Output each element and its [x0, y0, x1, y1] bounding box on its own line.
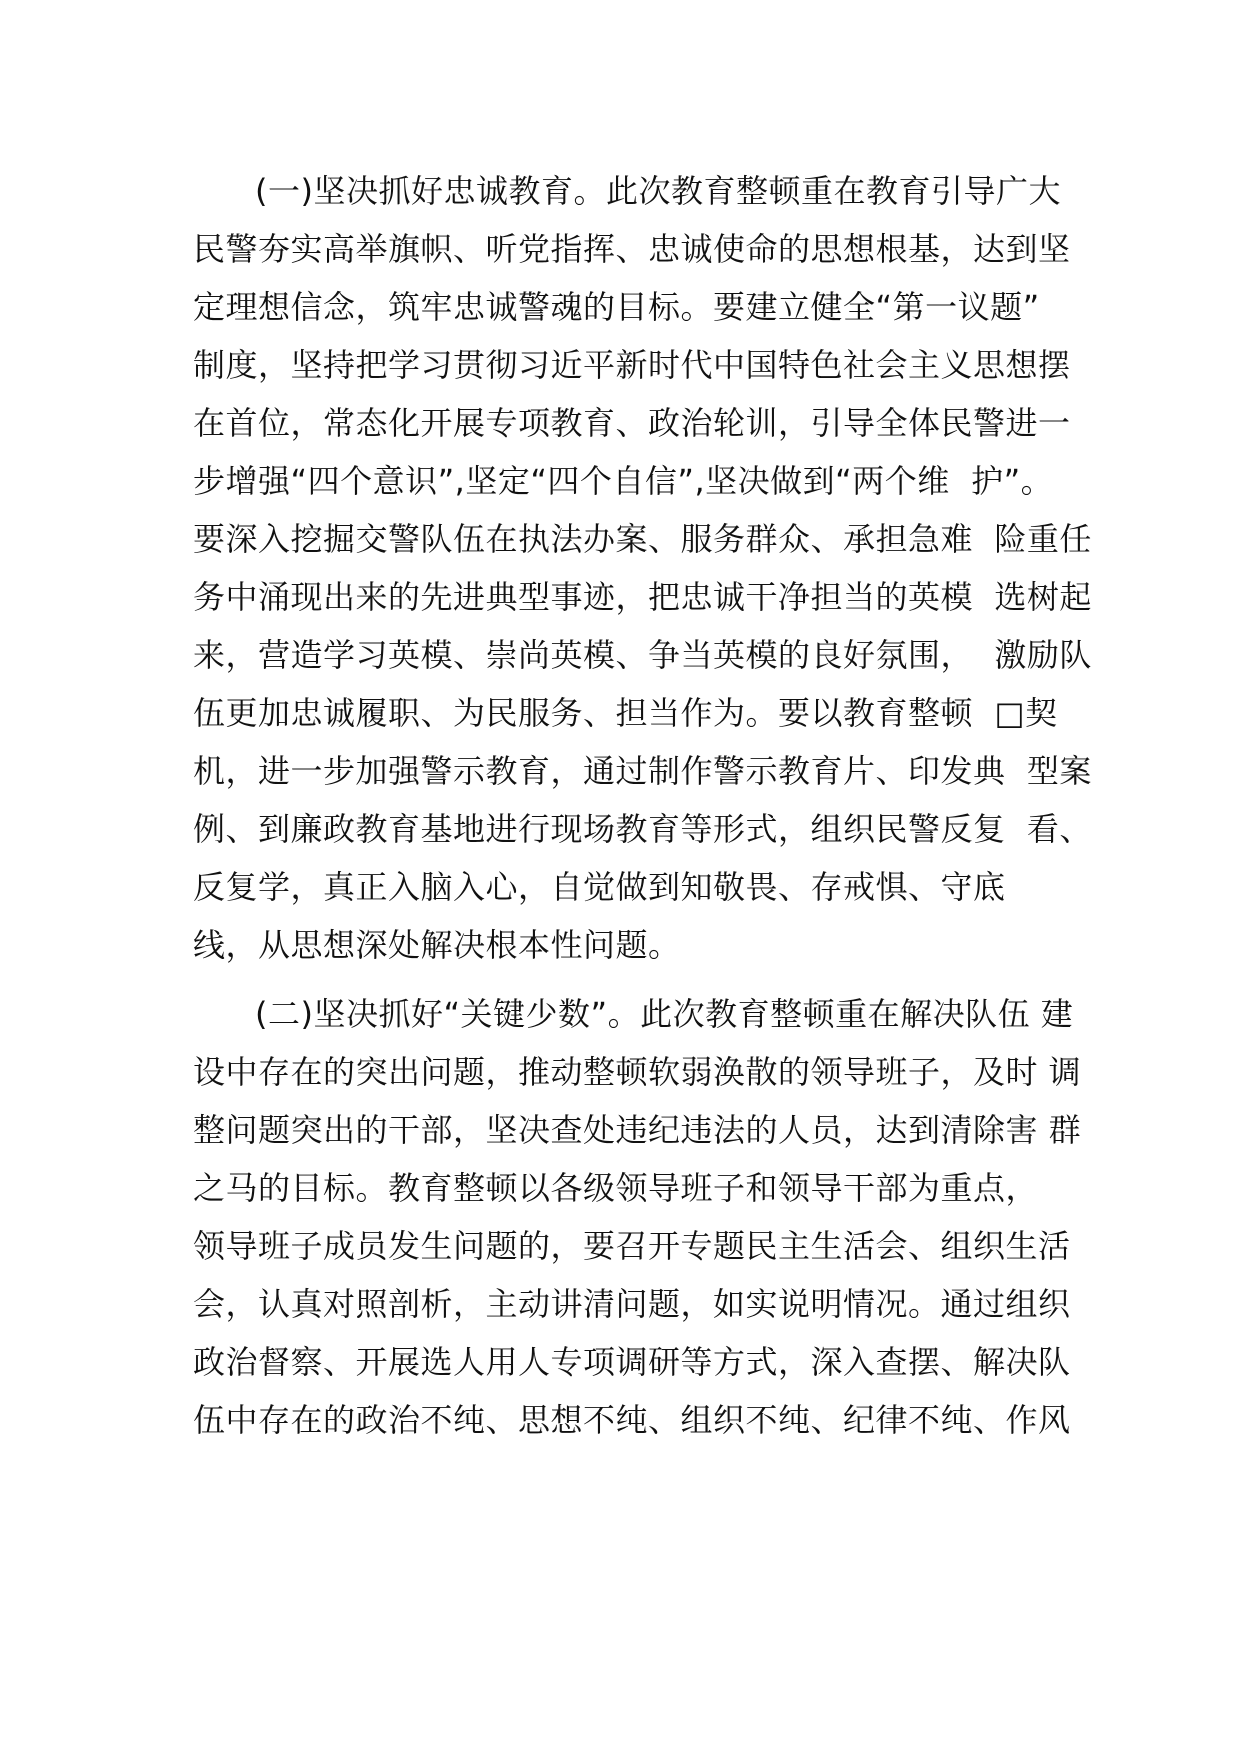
section-loyalty-education	[193, 162, 1093, 974]
text-line: 线，从思想深处解决根本性问题。	[193, 926, 681, 964]
text-line: 政治督察、开展选人用人专项调研等方式，深入查摆、解决队	[193, 1343, 1071, 1381]
text-line: (一)坚决抓好忠诚教育。此次教育整顿重在教育引导广大	[255, 172, 1061, 210]
text-line: 会，认真对照剖析，主动讲清问题，如实说明情况。通过组织	[193, 1285, 1071, 1323]
text-line: 在首位，常态化开展专项教育、政治轮训，引导全体民警进一	[193, 404, 1071, 442]
text-line: 伍中存在的政治不纯、思想不纯、组织不纯、纪律不纯、作风	[193, 1401, 1071, 1439]
text-line: 机，进一步加强警示教育，通过制作警示教育片、印发典 型案	[193, 752, 1092, 790]
section-key-minority	[193, 985, 1093, 1449]
text-line: (二)坚决抓好“关键少数”。此次教育整顿重在解决队伍 建	[255, 995, 1074, 1033]
text-line: 反复学，真正入脑入心，自觉做到知敬畏、存戒惧、守底	[193, 868, 1006, 906]
text-line: 定理想信念，筑牢忠诚警魂的目标。要建立健全“第一议题”	[193, 288, 1040, 326]
text-line: 制度，坚持把学习贯彻习近平新时代中国特色社会主义思想摆	[193, 346, 1071, 384]
text-line: 来，营造学习英模、崇尚英模、争当英模的良好氛围， 激励队	[193, 636, 1092, 674]
text-line: 例、到廉政教育基地进行现场教育等形式，组织民警反复 看、	[193, 810, 1092, 848]
text-line: 之马的目标。教育整顿以各级领导班子和领导干部为重点，	[193, 1169, 1039, 1207]
text-line: 整问题突出的干部，坚决查处违纪违法的人员，达到清除害 群	[193, 1111, 1082, 1149]
text-line: 要深入挖掘交警队伍在执法办案、服务群众、承担急难 险重任	[193, 520, 1092, 558]
text-line: 务中涌现出来的先进典型事迹，把忠诚干净担当的英模 选树起	[193, 578, 1092, 616]
text-line: 领导班子成员发生问题的，要召开专题民主生活会、组织生活	[193, 1227, 1071, 1265]
text-line: 设中存在的突出问题，推动整顿软弱涣散的领导班子，及时 调	[193, 1053, 1082, 1091]
text-line: 伍更加忠诚履职、为民服务、担当作为。要以教育整顿 □契	[193, 694, 1058, 732]
text-line: 步增强“四个意识”,坚定“四个自信”,坚决做到“两个维 护”。	[193, 462, 1054, 500]
text-line: 民警夯实高举旗帜、听党指挥、忠诚使命的思想根基，达到坚	[193, 230, 1071, 268]
